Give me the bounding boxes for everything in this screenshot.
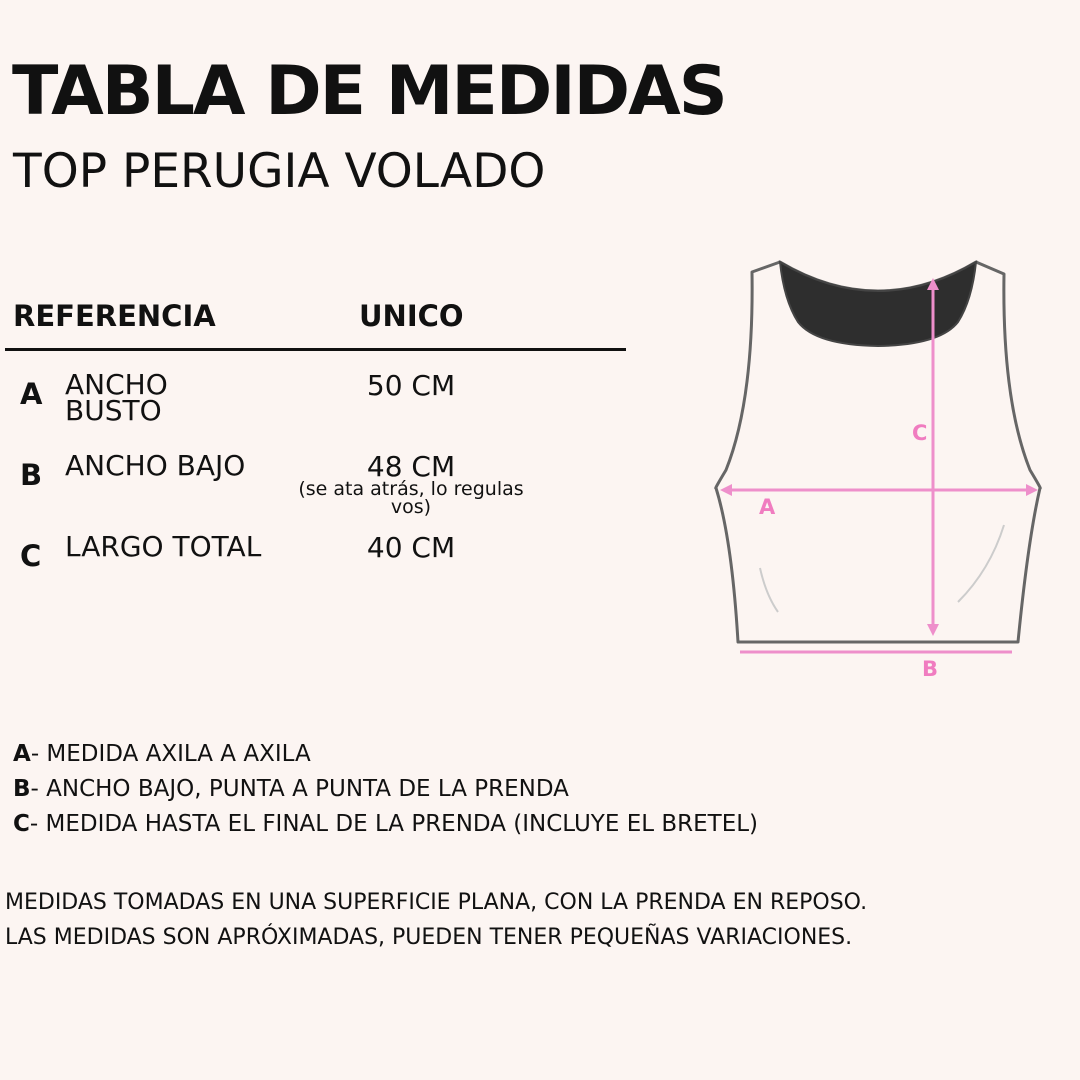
measurement-note: MEDIDAS TOMADAS EN UNA SUPERFICIE PLANA, CON LA PRENDA EN REPOSO. — [5, 890, 868, 915]
row-note: (se ata atrás, lo regulas vos) — [298, 478, 524, 518]
row-letter: C — [20, 539, 42, 573]
column-header-unico: UNICO — [359, 299, 464, 333]
row-name: ANCHO BUSTO — [65, 368, 168, 427]
arrow-right-icon — [1026, 484, 1038, 496]
row-letter: A — [20, 377, 43, 411]
column-header-referencia: REFERENCIA — [13, 299, 216, 333]
row-name: LARGO TOTAL — [65, 530, 262, 563]
row-value: 48 CM — [366, 450, 456, 483]
diagram-label-b: B — [922, 657, 939, 681]
row-name: ANCHO BAJO — [65, 449, 246, 482]
diagram-label-a: A — [759, 495, 776, 519]
row-value: 50 CM — [366, 369, 456, 402]
neckline-shape — [780, 262, 976, 346]
legend-text: - ANCHO BAJO, PUNTA A PUNTA DE LA PRENDA — [30, 776, 569, 802]
legend-item — [13, 743, 311, 766]
product-name: TOP PERUGIA VOLADO — [13, 144, 546, 199]
legend-item — [13, 813, 758, 836]
row-letter: B — [20, 458, 43, 492]
fold-line-right — [958, 525, 1004, 602]
legend-letter: B — [13, 776, 31, 802]
measurement-note: LAS MEDIDAS SON APRÓXIMADAS, PUEDEN TENER PEQUEÑAS VARIACIONES. — [5, 925, 853, 950]
row-value: 40 CM — [366, 531, 456, 564]
legend-letter: C — [13, 811, 30, 837]
legend-letter: A — [13, 741, 31, 767]
arrow-left-icon — [720, 484, 732, 496]
legend-item — [13, 778, 569, 801]
table-divider — [5, 348, 626, 351]
diagram-label-c: C — [912, 421, 928, 445]
page-title: TABLA DE MEDIDAS — [12, 52, 726, 131]
legend-text: - MEDIDA AXILA A AXILA — [30, 741, 311, 767]
arrow-down-icon — [927, 624, 939, 636]
legend-text: - MEDIDA HASTA EL FINAL DE LA PRENDA (INCLUYE EL BRETEL) — [29, 811, 759, 837]
fold-line-left — [760, 568, 778, 612]
crop-top-garment-icon — [700, 250, 1060, 690]
